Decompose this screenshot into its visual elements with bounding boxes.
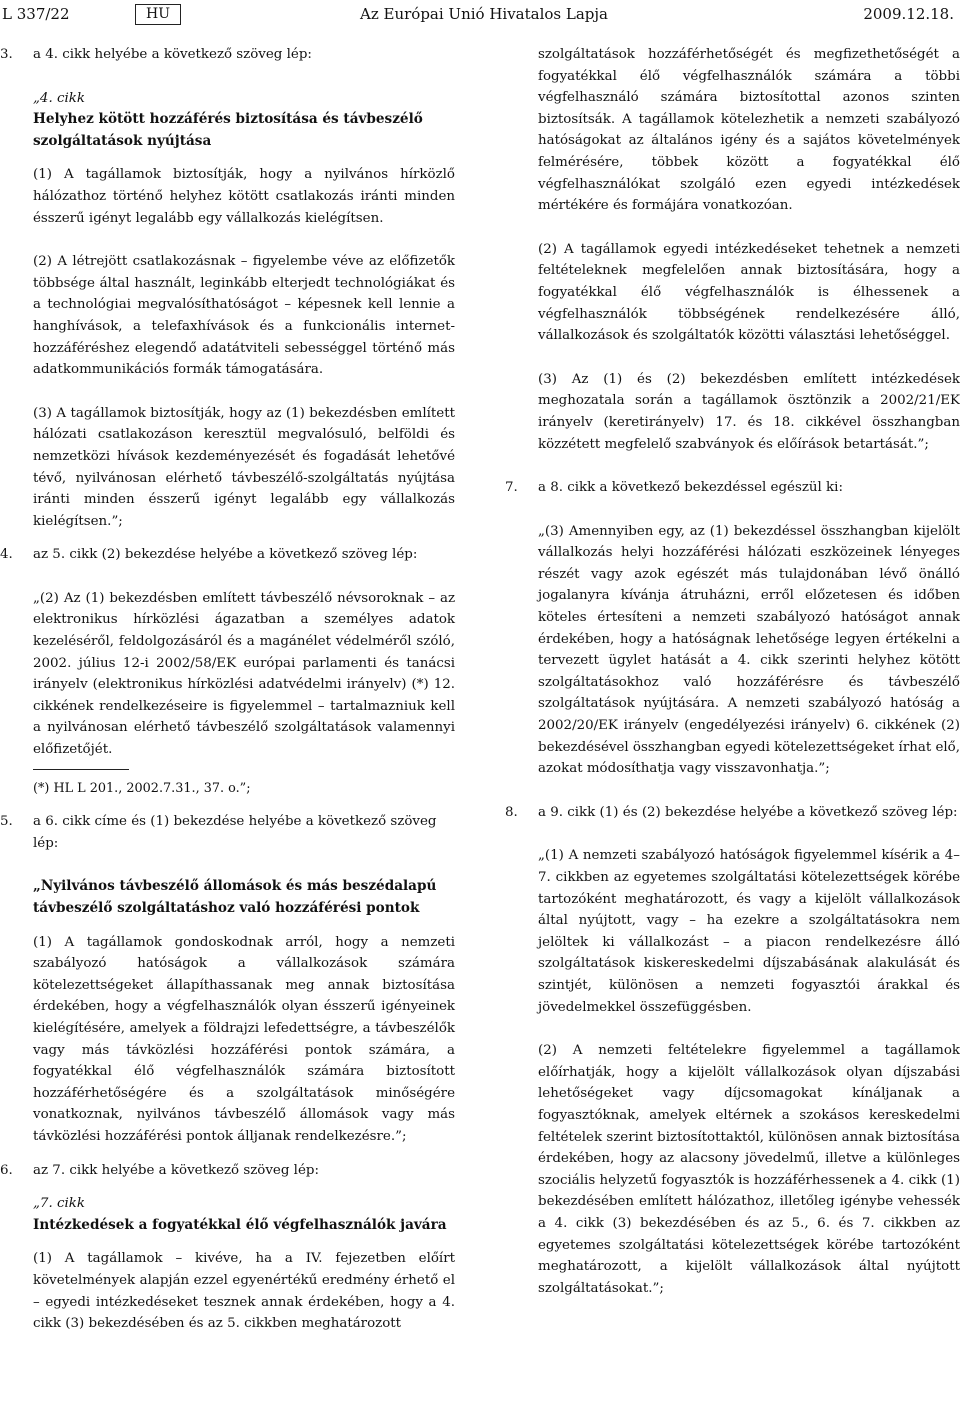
- article-title: „Nyilvános távbeszélő állomások és más beszédalapú távbeszélő szolgáltatáshoz való hozzáférési pontok: [33, 878, 437, 916]
- paragraph: (1) A tagállamok – kivéve, ha a IV. fejezetben előírt követelmények alapján ezzel egyenértékű eredmény érhető el – egyedi intézkedéseket tesznek annak érdekében, hogy a 4. cikk (3) bekezdésében és az 5. cikkben meghatározott: [33, 1251, 455, 1332]
- journal-reference: L 337/22: [2, 5, 70, 23]
- list-item: 4. az 5. cikk (2) bekezdése helyébe a következő szöveg lép:: [0, 547, 418, 563]
- list-item: 6. az 7. cikk helyébe a következő szöveg lép:: [0, 1162, 319, 1178]
- list-item: 5. a 6. cikk címe és (1) bekezdése helyébe a következő szöveg lép:: [0, 814, 437, 851]
- list-item: 3. a 4. cikk helyébe a következő szöveg lép:: [0, 47, 312, 62]
- right-column: [505, 44, 960, 1299]
- list-item: 7. a 8. cikk a következő bekezdéssel egészül ki:: [505, 480, 843, 496]
- article-label: „7. cikk: [33, 1196, 85, 1212]
- paragraph: szolgáltatások hozzáférhetőségét és megfizethetőségét a fogyatékkal élő végfelhasználók számára a többi végfelhasználó számára biztosítottal azonos szinten biztosítsák. A tagállamok kötelezhetik a nemzeti szabályozó hatóságokat az általános igény és a sajátos követelmények felmérésére, többek között a fogyatékkal élő végfelhasználókat szolgáló ezen egyedi intézkedések mértékére és formájára vonatkozóan.: [538, 47, 960, 214]
- left-column: [0, 44, 455, 1335]
- journal-title: Az Európai Unió Hivatalos Lapja: [360, 5, 608, 23]
- paragraph: (3) Az (1) és (2) bekezdésben említett intézkedések meghozatala során a tagállamok ösztönzik a 2002/21/EK irányelv (keretirányelv) 17. és 18. cikkével összhangban közzétett megfelelő szabványok és előírások betartását.”;: [538, 371, 960, 452]
- paragraph: „(2) Az (1) bekezdésben említett távbeszélő névsoroknak – az elektronikus hírközlési ágazatban a személyes adatok kezeléséről, feldolgozásáról és a magánélet védelméről szóló, 2002. július 12-i 2002/58/EK európai parlamenti és tanácsi irányelv (elektronikus hírközlési adatvédelmi irányelv) (*) 12. cikkének rendelkezéseire is figyelemmel – tartalmazniuk kell a nyilvánosan elérhető távbeszélő szolgáltatások valamennyi előfizetőjét.: [33, 590, 455, 758]
- paragraph: (1) A tagállamok gondoskodnak arról, hogy a nemzeti szabályozó hatóságok a vállalkozások számára kötelezettségeket állapíthassanak meg annak biztosítása érdekében, hogy a végfelhasználók olyan ésszerű igényeinek kielégítésére, amelyek a földrajzi lefedettségre, a távbeszélők vagy más távközlési hozzáférési pontok számára, a fogyatékkal élő végfelhasználók számára biztosított hozzáférhetőségére és a szolgáltatások minőségére vonatkoznak, nyilvános távbeszélő állomások vagy más távközlési hozzáférési pontok álljanak rendelkezésre.”;: [33, 934, 455, 1144]
- article-title: Helyhez kötött hozzáférés biztosítása és távbeszélő szolgáltatások nyújtása: [33, 111, 423, 149]
- paragraph: (2) A nemzeti feltételekre figyelemmel a tagállamok előírhatják, hogy a kijelölt vállalkozások olyan díjszabási lehetőségeket vagy díjcsomagokat kínáljanak a fogyasztóknak, amelyek eltérnek a szokásos kereskedelmi feltételek szerint biztosítottaktól, különösen annak biztosítása érdekében, hogy az alacsony jövedelmű, illetve a különleges szociális helyzetű fogyasztók is hozzáférhessenek a 4. cikk (1) bekezdésében említett hálózathoz, illetőleg igénybe vehessék a 4. cikk (3) bekezdésében és az 5., 6. és 7. cikkben az egyetemes szolgáltatási kötelezettségek körébe tartozóként meghatározott, a kijelölt vállalkozások által nyújtott szolgáltatásokat.”;: [538, 1043, 960, 1296]
- list-item: 8. a 9. cikk (1) és (2) bekezdése helyébe a következő szöveg lép:: [505, 804, 958, 820]
- paragraph: (1) A tagállamok biztosítják, hogy a nyilvános hírközlő hálózathoz történő helyhez kötött csatlakozás iránti minden ésszerű igényt legalább egy vállalkozás kielégítsen.: [33, 167, 455, 226]
- paragraph: (2) A létrejött csatlakozásnak – figyelembe véve az előfizetők többsége által használt, leginkább elterjedt technológiákat és a technológiai megvalósíthatóságot – képesnek kell lennie a hanghívások, a telefaxhívások és a funkcionális internet-hozzáféréshez elegendő adatátviteli sebességgel történő más adatkommunikációs formák támogatására.: [33, 254, 455, 378]
- article-title: Intézkedések a fogyatékkal élő végfelhasználók javára: [33, 1216, 447, 1233]
- paragraph: (3) A tagállamok biztosítják, hogy az (1) bekezdésben említett hálózati csatlakozáson keresztül megvalósuló, belföldi és nemzetközi hívások kezdeményezését és fogadását lehetővé tévő, nyilvánosan elérhető távbeszélő-szolgáltatás nyújtása iránti minden ésszerű igényt legalább egy vállalkozás kielégítsen.”;: [33, 405, 455, 529]
- article-label: „4. cikk: [33, 90, 85, 106]
- footnote-divider: [33, 769, 129, 770]
- page-header: [0, 2, 960, 28]
- publication-date: 2009.12.18.: [863, 5, 954, 23]
- language-code-box: HU: [135, 4, 181, 25]
- footnote: (*) HL L 201., 2002.7.31., 37. o.”;: [33, 780, 251, 796]
- paragraph: „(3) Amennyiben egy, az (1) bekezdéssel összhangban kijelölt vállalkozás helyi hozzáférési hálózati eszközeinek lényeges részét vagy azok egészét más tulajdonában lévő önálló jogalanyra kívánja átruházni, erről előzetesen és időben köteles értesíteni a nemzeti szabályozó hatóságot annak érdekében, hogy a hatóságnak lehetősége legyen értékelni a tervezett ügylet hatását a 4. cikk szerinti helyhez kötött szolgáltatásokhoz való hozzáférésre és távbeszélő szolgáltatások nyújtására. A nemzeti szabályozó hatóság a 2002/20/EK irányelv (engedélyezési irányelv) 6. cikkének (2) bekezdésével összhangban egyedi kötelezettségeket írhat elő, azokat módosíthatja vagy visszavonhatja.”;: [538, 523, 960, 777]
- paragraph: (2) A tagállamok egyedi intézkedéseket tehetnek a nemzeti feltételeknek megfelelően annak biztosítására, hogy a fogyatékkal élő végfelhasználók is élhessenek a végfelhasználók többségének rendelkezésére álló, vállalkozások és szolgáltatók közötti választási lehetőséggel.: [538, 241, 960, 344]
- paragraph: „(1) A nemzeti szabályozó hatóságok figyelemmel kísérik a 4–7. cikkben az egyetemes szolgáltatási kötelezettségek körébe tartozóként meghatározott, és vagy a kijelölt vállalkozások által nyújtott, vagy – ha ezekre a szolgáltatásokra nem jelöltek ki vállalkozást – a piacon rendelkezésre álló szolgáltatások kiskereskedelmi díjszabásának alakulását és szintjét, különösen a nemzeti fogyasztói árakkal és jövedelmekkel összefüggésben.: [538, 848, 960, 1015]
